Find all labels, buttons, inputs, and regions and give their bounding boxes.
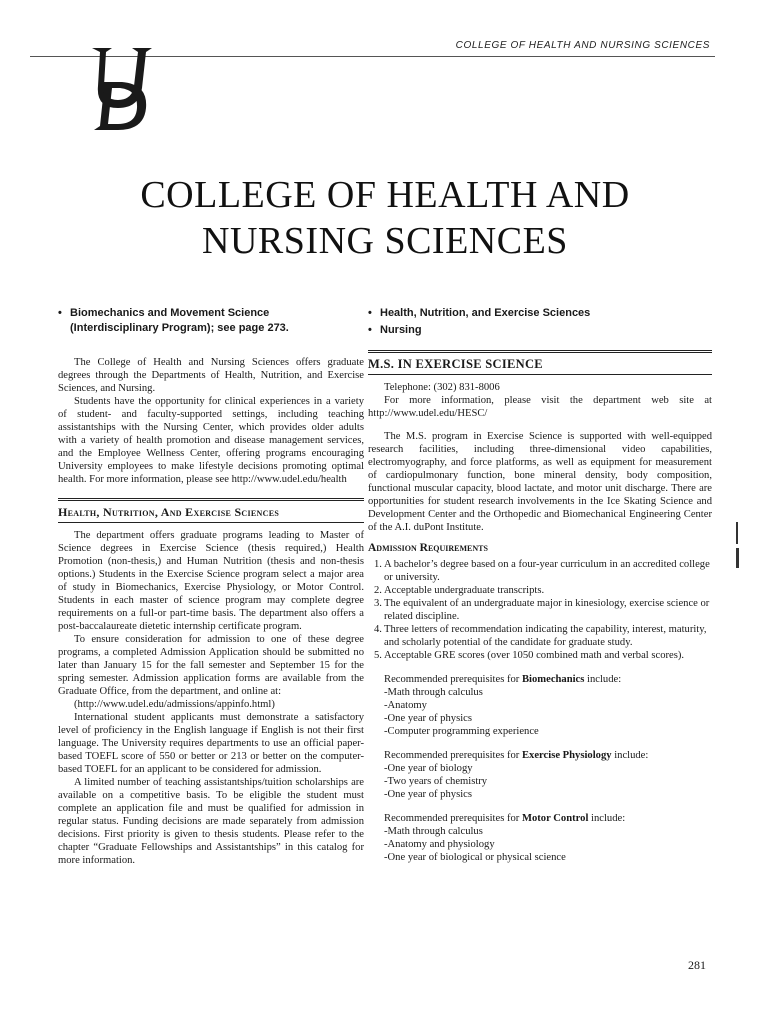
prereq-suffix: include: — [587, 674, 622, 685]
prereq-motor-control — [368, 812, 712, 864]
admissions-url: (http://www.udel.edu/admissions/appinfo.html) — [74, 699, 275, 710]
section-paragraph: International student applicants must demonstrate a satisfactory level of proficiency in the English language if English is not their first language. The University requires departments to use an official paper-based TOEFL score of 550 or better or 213 or better on the computer-based TOEFL for an applicant to be considered for admission. — [58, 712, 364, 775]
prereq-intro: Recommended prerequisites for — [384, 674, 520, 685]
program-biomechanics-note: (Interdisciplinary Program); see page 273. — [70, 322, 289, 334]
prereq-exercise-physiology — [368, 749, 712, 801]
prereq-item: -Math through calculus — [384, 826, 483, 837]
prereq-area: Motor Control — [521, 813, 589, 824]
section-paragraph: A limited number of teaching assistantships/tuition scholarships are available on a competitive basis. To be eligible the student must complete an application file and must be qualified for admission in regular status. Funding decisions are made separately from admission decisions. First priority is given to thesis students. Please refer to the chapter “Graduate Fellowships and Assistantships” in this catalog for more information. — [58, 777, 364, 866]
section-paragraph: The department offers graduate programs leading to Master of Science degrees in Exercise Science (thesis required,) Health Promotion (non-thesis,) and Human Nutrition (thesis and non-thesis options.) Students in the Exercise Science program select a major area of study in Biomechanics, Exercise Physiology, or Motor Control. Students in each master of science program may complete degree requirements on a full-or part-time basis. The department also offers a post-baccalaureate dietetic internship certificate program. — [58, 530, 364, 632]
requirement-number: 5. — [374, 650, 382, 661]
prereq-item: -One year of physics — [384, 789, 472, 800]
requirement-number: 4. — [374, 624, 382, 635]
requirement-number: 2. — [374, 585, 382, 596]
requirement-item — [368, 623, 712, 649]
intro-paragraph: The College of Health and Nursing Sciences offers graduate degrees through the Departments of Health, Nutrition, and Exercise Sciences, and Nursing. — [58, 357, 364, 394]
website-info: For more information, please visit the department web site at http://www.udel.edu/HESC/ — [368, 395, 712, 419]
left-column — [58, 306, 364, 867]
prereq-area: Exercise Physiology — [521, 750, 612, 761]
prereq-item: -One year of biological or physical science — [384, 852, 566, 863]
prereq-item: -Anatomy — [384, 700, 427, 711]
section-paragraph: To ensure consideration for admission to one of these degree programs, a completed Admission Application should be submitted no later than January 15 for the fall semester and September 15 for the spring semester. Admission application forms are available from the Graduate Office, from the department, and online at: — [58, 634, 364, 697]
prereq-intro: Recommended prerequisites for — [384, 750, 520, 761]
requirement-text: The equivalent of an undergraduate major in kinesiology, exercise science or related discipline. — [384, 598, 710, 622]
prereq-item: -Anatomy and physiology — [384, 839, 495, 850]
prereq-suffix: include: — [614, 750, 649, 761]
right-column — [368, 306, 712, 864]
left-program-list — [58, 306, 364, 336]
page-title — [0, 172, 770, 264]
requirement-item — [368, 649, 712, 662]
prereq-area: Biomechanics — [521, 674, 585, 685]
prereq-item: -One year of biology — [384, 763, 473, 774]
page-number: 281 — [688, 958, 706, 972]
requirements-list — [368, 558, 712, 662]
requirement-number: 3. — [374, 598, 382, 609]
admission-heading: Admission Requirements — [368, 542, 488, 554]
program-biomechanics-name: Biomechanics and Movement Science — [70, 307, 270, 319]
title-line-2: NURSING SCIENCES — [202, 220, 568, 262]
running-header: COLLEGE OF HEALTH AND NURSING SCIENCES — [455, 40, 710, 51]
section-heading-ms-exercise: M.S. IN EXERCISE SCIENCE — [368, 350, 712, 375]
ud-logo — [86, 42, 160, 132]
program-hnes: • Health, Nutrition, and Exercise Sciences — [368, 306, 712, 321]
title-line-1: COLLEGE OF HEALTH AND — [140, 174, 630, 216]
requirement-item — [368, 584, 712, 597]
requirement-text: Acceptable GRE scores (over 1050 combined math and verbal scores). — [384, 650, 685, 661]
prereq-item: -Math through calculus — [384, 687, 483, 698]
requirement-text: Three letters of recommendation indicating the capability, interest, maturity, and scholarly potential of the candidate for graduate study. — [384, 624, 707, 648]
telephone: Telephone: (302) 831-8006 — [384, 382, 500, 393]
requirement-number: 1. — [374, 559, 382, 570]
prereq-intro: Recommended prerequisites for — [384, 813, 520, 824]
prereq-item: -Computer programming experience — [384, 726, 539, 737]
program-biomechanics — [58, 306, 364, 336]
program-nursing: • Nursing — [368, 323, 712, 338]
page-edge-mark — [736, 522, 738, 544]
prereq-suffix: include: — [591, 813, 626, 824]
prereq-item: -One year of physics — [384, 713, 472, 724]
prereq-item: -Two years of chemistry — [384, 776, 488, 787]
section-heading-hnes: Health, Nutrition, And Exercise Sciences — [58, 498, 364, 523]
prereq-biomechanics — [368, 673, 712, 738]
right-program-list — [368, 306, 712, 338]
requirement-item — [368, 558, 712, 584]
intro-paragraph: Students have the opportunity for clinical experiences in a variety of student- and faculty-supported settings, including teaching assistantships with the Nursing Center, which provides older adults with a variety of health promotion and disease management services, and the Employee Wellness Center, offering programs encouraging University employees to make lifestyle decisions promoting optimal health. For more information, please see http://www.udel.edu/health — [58, 396, 364, 485]
requirement-item — [368, 597, 712, 623]
contact-block — [368, 381, 712, 420]
page-edge-mark — [736, 548, 739, 568]
program-description: The M.S. program in Exercise Science is supported with well-equipped research facilities, including three-dimensional video capabilities, electromyography, and force platforms, as well as equipment for measurement of cardiopulmonary function, bone mineral density, body composition, functional muscular capacity, blood lactate, and motor unit discharge. There are opportunities for student research involvements in the Ice Skating Science and Development Center and the Orthopedic and Biomechanical Engineering Center of the A.I. duPont Institute. — [368, 431, 712, 533]
requirement-text: A bachelor’s degree based on a four-year curriculum in an accredited college or university. — [384, 559, 710, 583]
requirement-text: Acceptable undergraduate transcripts. — [384, 585, 545, 596]
